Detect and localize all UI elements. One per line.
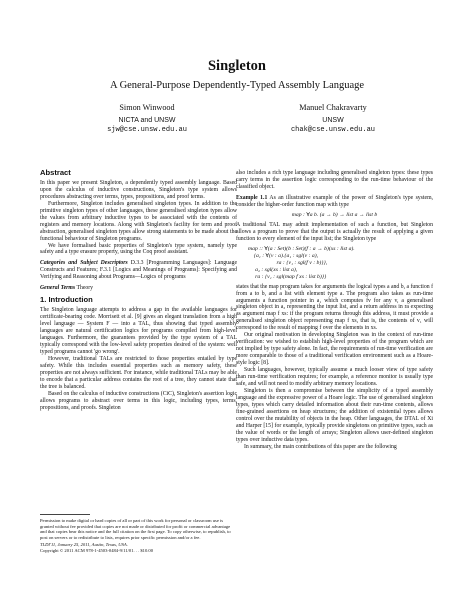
terms-text: Theory	[76, 285, 94, 292]
author-affiliation: NICTA and UNSW	[118, 117, 176, 124]
paper-subtitle: A General-Purpose Dependently-Typed Assembly Language	[109, 80, 365, 91]
body-paragraph: Singleton is then a compromise between the simplicity of a typed assembly language and the expressive power of a Hoare logic. The use of generalised singleton types, types which carry detailed information about their run-time contents, allows fine-grained assertions on heap structures; the addition of existential types allows control over the mutability of objects in the heap. Other languages, the DTAL of Xi and Harper [15] for example, typically provide singletons on primitive types, such as the value of words or the length of arrays; Singleton allows user-defined singleton types over inductive data types.	[236, 387, 433, 443]
descriptors-text: D.3.3 [Programming Languages]: Language Constructs and Features; F.3.1 [Logics and Meanings of Programs]: Specifying and Verifying and Reasoning about Programs—Logics of programs	[40, 260, 238, 281]
example-text: As an illustrative example of the power of Singleton's type system, consider the higher-order function map with type	[236, 194, 433, 208]
intro-paragraph: However, traditional TALs are restricted to those properties entailed by type safety. While this includes essential properties such as memory safety, these properties are not always sufficient. For instance, while traditional TALs may be able to encode that a particular address contains the root of a tree, they cannot state that the tree is balanced.	[40, 355, 237, 390]
example-label: Example 1.1	[236, 194, 268, 201]
author-block-2	[248, 103, 418, 134]
venue-line: TLDI'11, January 25, 2011, Austin, Texas, USA.	[40, 542, 128, 548]
abstract-paragraph: Furthermore, Singleton includes generalised singleton types. In addition to the primitive singleton types of other languages, these generalised singleton types allow the values from arbitrary inductive types to be associated with the contents of registers and memory locations. Along with Singleton's facility for term and proof abstraction, generalised singleton types allow strong statements to be made about the functional behaviour of Singleton programs.	[40, 200, 237, 242]
equation-singleton-type: map :: ∀(a : Set)(b : Set)(f : a → b)(xs : list a). {a₁ : ∀(v : a).{a₁ : sgl(v : a), ra : {v₁ : sgl(f v : b)}}, a₂ : sgl(xs : list a), ra : {v₁ : sgl(map f xs : list b)}}	[248, 245, 355, 280]
author-email: sjw@cse.unsw.edu.au	[107, 126, 187, 134]
equation-map-type: map : ∀a b. (a → b) → list a → list b	[291, 211, 378, 218]
subject-descriptors	[40, 260, 237, 281]
descriptors-label: Categories and Subject Descriptors	[40, 260, 128, 267]
body-paragraph: Such languages, however, typically assume a much looser view of type safety than run-time verification requires; for example, a reference monitor is usually type safe, and will not need to modify arbitrary memory locations.	[236, 367, 433, 387]
abstract-paragraph: We have formalised basic properties of Singleton's type system, namely type safety and a type erasure property, using the Coq proof assistant.	[40, 242, 237, 256]
author-email: chak@cse.unsw.edu.au	[290, 126, 375, 134]
paper-title: Singleton	[207, 58, 266, 74]
abstract-heading: Abstract	[40, 168, 71, 177]
intro-paragraph: Based on the calculus of inductive constructions (CiC), Singleton's assertion logic allows programs to abstract over terms in this logic, including types, terms, propositions, and proofs. Singleton	[40, 390, 237, 411]
author-affiliation: UNSW	[322, 117, 344, 124]
terms-label: General Terms	[40, 285, 76, 292]
abstract-paragraph: In this paper we present Singleton, a dependently typed assembly language. Based upon the calculus of inductive constructions, Singleton's type system allows procedures abstracting over terms, types, propositions, and proof terms.	[40, 179, 237, 200]
body-paragraph: Our original motivation in developing Singleton was in the context of run-time verification: we wished to establish high-level properties of the program which are not implied by type safety alone. In fact, the requirements of run-time verification are more comparable to those of a traditional verification environment such as a Hoare-style logic [8].	[236, 332, 433, 367]
intro-paragraph: The Singleton language attempts to address a gap in the available languages for certificate-bearing code. Morrisett et al. [9] gives an elegant translation from a high level language — System F — into a TAL, thus showing that typed assembly languages are natural certification logics for programs compiled from high-level languages. Furthermore, the guarantees provided by the type system of a TAL typically correspond with the low-level safety properties desired of the system: well typed programs cannot 'go wrong'.	[40, 307, 237, 355]
copyright-line: Copyright © 2011 ACM 978-1-4503-0484-9/11/01. . . $10.00	[40, 547, 154, 553]
example-paragraph	[236, 195, 433, 209]
permission-footnote	[40, 518, 237, 554]
body-paragraph: In summary, the main contributions of this paper are the following	[244, 443, 397, 450]
general-terms	[40, 285, 237, 292]
body-paragraph: also includes a rich type language including generalised singleton types: these types carry terms in the assertion logic corresponding to the run-time behaviour of the classified object.	[236, 170, 433, 190]
footnote-rule	[40, 514, 90, 515]
left-column	[40, 170, 237, 412]
body-paragraph: A traditional TAL may admit implementation of such a function, but Singleton allows a program to prove that the output is actually the result of applying a given function to every element of the input list; the Singleton type	[236, 221, 433, 242]
author-block-1	[62, 103, 232, 134]
body-paragraph: states that the map program takes for arguments the logical types a and b, a function f from a to b, and a list with element type a. The program also takes as run-time arguments a function pointer in a₁ which computes fv for any v, a generalised singleton object in a₂ representing the input list, and a return address in ra expecting as argument map f xs: if the program returns through this address, it must provide a generalised singleton object representing map f xs, that is, the contents of v₁ will correspond to the result of mapping f over the elements in xs.	[236, 283, 433, 332]
author-name: Manuel Chakravarty	[299, 103, 367, 112]
author-name: Simon Winwood	[119, 103, 175, 112]
section-heading-introduction: 1. Introduction	[40, 295, 93, 305]
permission-text: Permission to make digital or hard copies of all or part of this work for personal or classroom use is granted without fee provided that copies are not made or distributed for profit or commercial advantage and that copies bear this notice and the full citation on the first page. To copy otherwise, to republish, to post on servers or to redistribute to lists, requires prior specific permission and/or a fee.	[40, 518, 231, 540]
right-column	[236, 170, 433, 451]
